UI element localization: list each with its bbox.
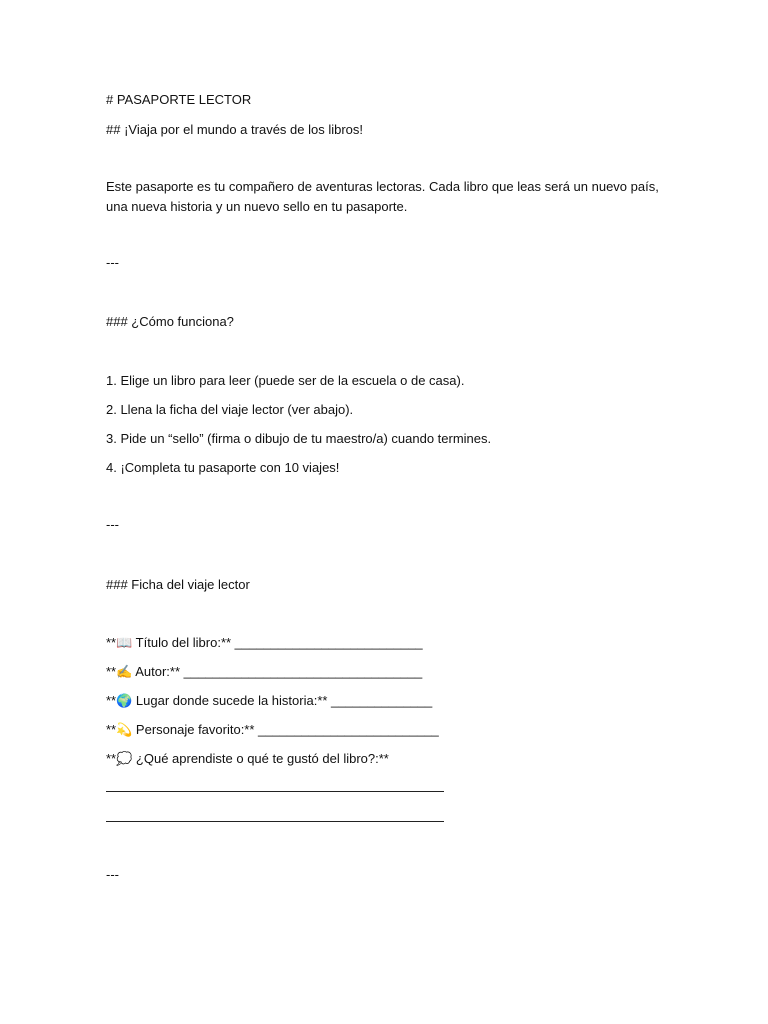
step-item-2: 2. Llena la ficha del viaje lector (ver abajo).: [106, 402, 354, 417]
field-author: **✍️ Autor:** _________________________________: [106, 664, 423, 679]
step-item-3: 3. Pide un “sello” (firma o dibujo de tu maestro/a) cuando termines.: [106, 431, 492, 446]
document-page: [106, 0, 686, 1024]
field-story-place: **🌍 Lugar donde sucede la historia:** ______________: [106, 693, 433, 708]
separator-2: ---: [106, 517, 119, 532]
separator-1: ---: [106, 255, 119, 270]
answer-line-2: [106, 821, 444, 822]
field-book-title: **📖 Título del libro:** __________________________: [106, 635, 423, 650]
document-title: # PASAPORTE LECTOR: [106, 92, 252, 107]
separator-3: ---: [106, 867, 119, 882]
step-item-1: 1. Elige un libro para leer (puede ser de la escuela o de casa).: [106, 373, 465, 388]
field-what-you-learned: **💭 ¿Qué aprendiste o qué te gustó del libro?:**: [106, 751, 389, 766]
field-favorite-character: **💫 Personaje favorito:** _________________________: [106, 722, 439, 737]
intro-paragraph: Este pasaporte es tu compañero de aventuras lectoras. Cada libro que leas será un nuevo país, una nueva historia y un nuevo sello en tu pasaporte.: [106, 179, 659, 214]
step-item-4: 4. ¡Completa tu pasaporte con 10 viajes!: [106, 460, 340, 475]
form-heading: ### Ficha del viaje lector: [106, 577, 250, 592]
answer-line-1: [106, 791, 444, 792]
how-it-works-heading: ### ¿Cómo funciona?: [106, 314, 234, 329]
document-subtitle: ## ¡Viaja por el mundo a través de los libros!: [106, 122, 364, 137]
